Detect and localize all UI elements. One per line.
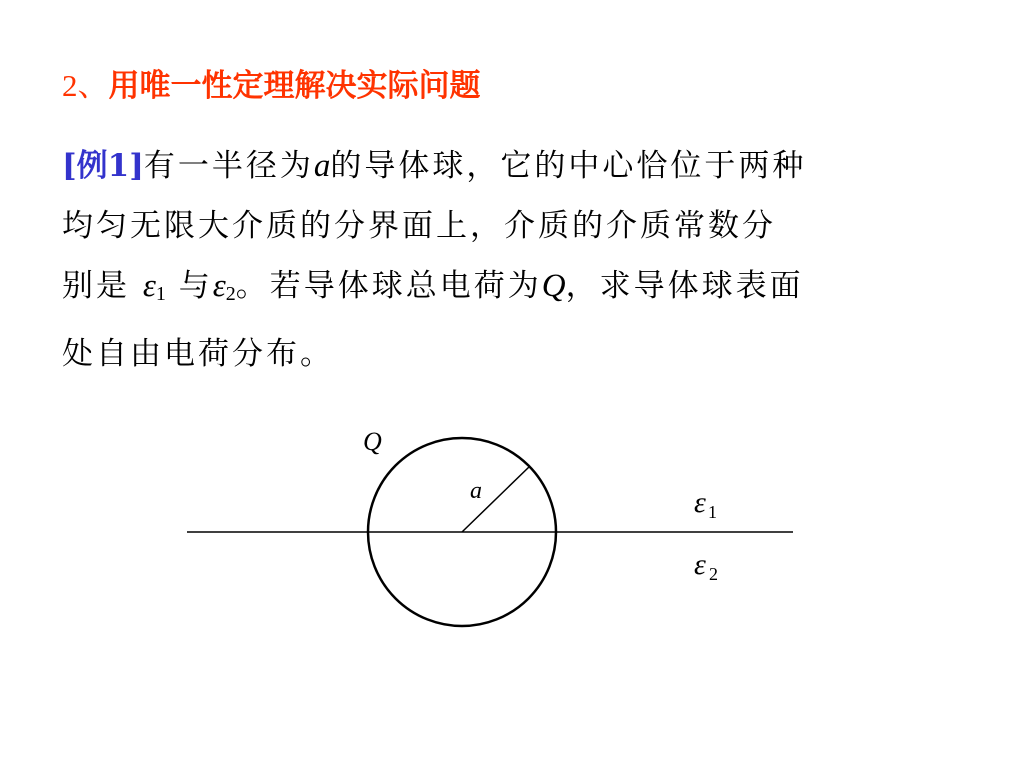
radius-label: a <box>470 478 482 504</box>
problem-text: 处自由电荷分布。 <box>62 336 334 372</box>
problem-text: 与 <box>165 268 213 304</box>
problem-text: 别是 <box>62 268 143 304</box>
section-title: 用唯一性定理解决实际问题 <box>108 68 481 104</box>
epsilon-symbol: ε <box>142 268 156 304</box>
problem-text: 。若导体球总电荷为 <box>235 268 542 304</box>
epsilon-subscript-1: 1 <box>155 283 166 305</box>
epsilon-1-subscript: 1 <box>708 502 717 522</box>
charge-label: Q <box>363 427 382 456</box>
epsilon-2-subscript: 2 <box>709 564 718 584</box>
example-tag: [例1] <box>62 148 144 184</box>
epsilon-1-symbol: ε <box>694 486 706 519</box>
charge-variable: Q <box>541 268 566 304</box>
radius-variable: a <box>313 148 331 184</box>
problem-text: 的导体球，它的中心恰位于两种 <box>330 148 807 184</box>
problem-text: 有一半径为 <box>143 148 314 184</box>
lower-medium-label <box>694 548 718 584</box>
section-number: 2、 <box>62 68 109 103</box>
problem-text: 均匀无限大介质的分界面上，介质的介质常数分 <box>62 208 776 244</box>
epsilon-2-symbol: ε <box>694 548 706 581</box>
upper-medium-label <box>694 486 717 522</box>
problem-text: ，求导体球表面 <box>565 268 804 304</box>
epsilon-subscript-2: 2 <box>225 283 236 305</box>
epsilon-symbol: ε <box>212 268 226 304</box>
